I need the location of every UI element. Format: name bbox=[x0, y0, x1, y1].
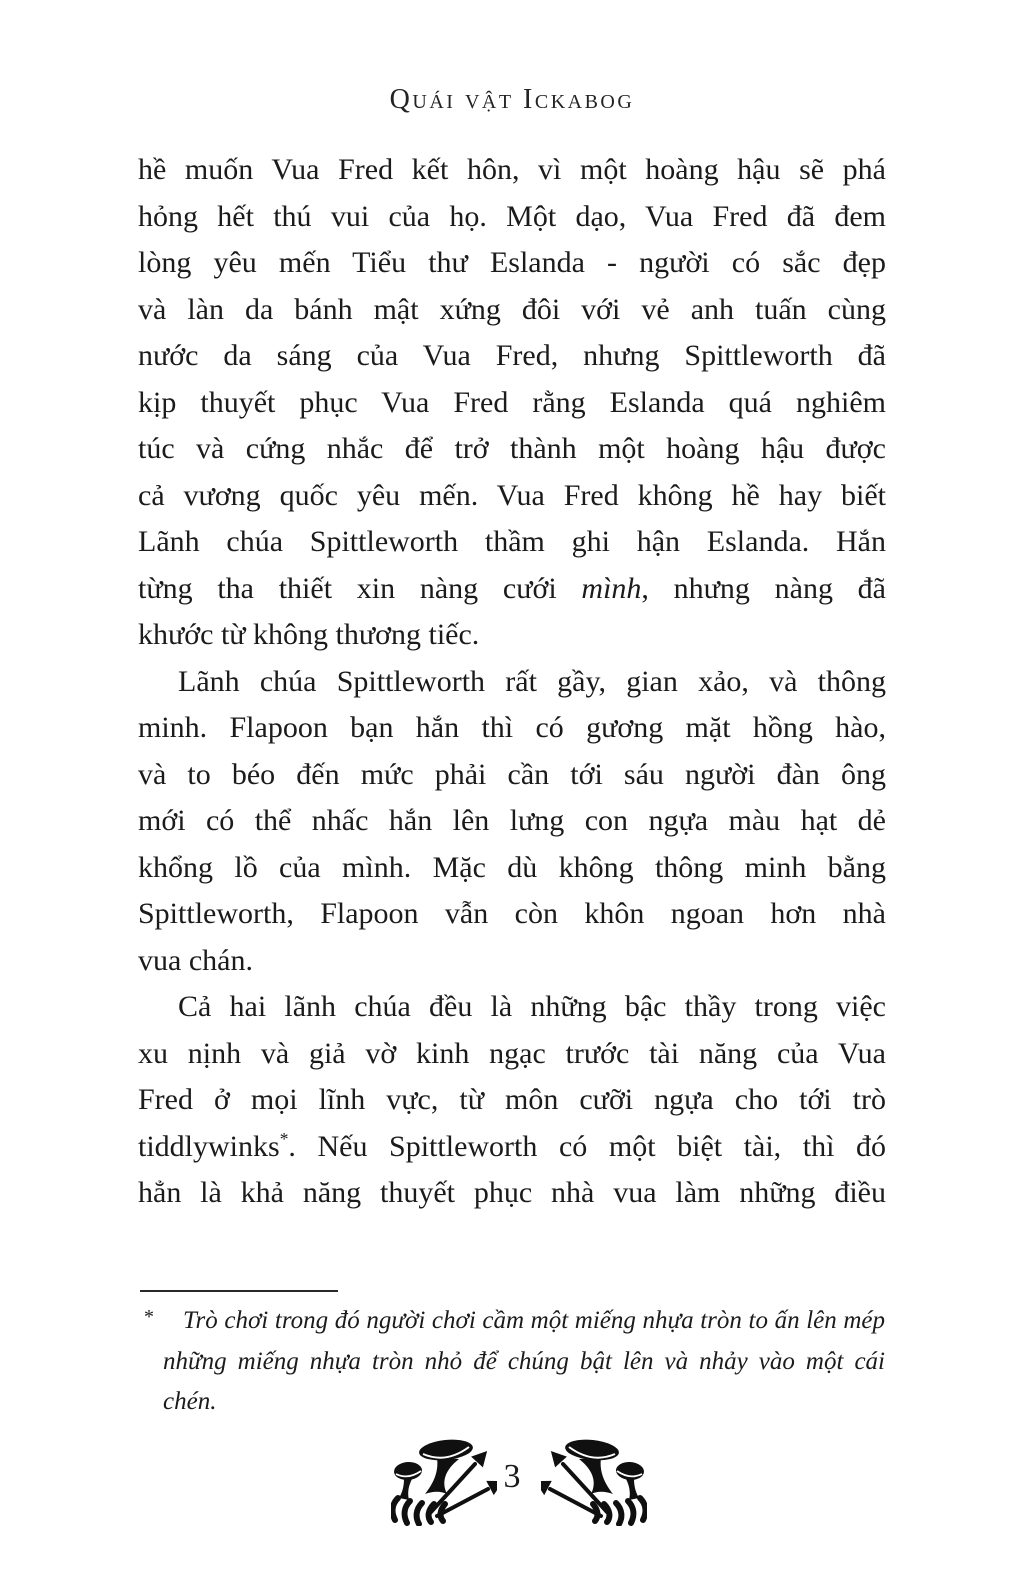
text-segment: và to béo đến mức phải cần tới sáu người đàn ông bbox=[138, 757, 886, 791]
text-segment: khước từ không thương tiếc. bbox=[138, 618, 480, 651]
text-segment: kịp thuyết phục Vua Fred rằng Eslanda quá nghiêm bbox=[138, 385, 886, 419]
body-line bbox=[138, 1077, 886, 1124]
text-segment: , nhưng nàng đã bbox=[641, 571, 886, 605]
body-line bbox=[138, 1170, 886, 1217]
body-line bbox=[138, 333, 886, 380]
text-segment: chén. bbox=[163, 1388, 217, 1415]
body-line bbox=[138, 705, 886, 752]
text-segment: mới có thể nhấc hắn lên lưng con ngựa màu hạt dẻ bbox=[138, 804, 886, 837]
text-segment: Cả hai lãnh chúa đều là những bậc thầy trong việc bbox=[178, 990, 886, 1023]
paragraph bbox=[138, 984, 886, 1217]
text-segment: hẳn là khả năng thuyết phục nhà vua làm những điều bbox=[138, 1176, 886, 1209]
body-line bbox=[138, 798, 886, 845]
body-line bbox=[138, 1031, 886, 1078]
footnote-line bbox=[163, 1382, 885, 1423]
body-line bbox=[138, 287, 886, 334]
text-segment: Trò chơi trong đó người chơi cầm một miếng nhựa tròn to ấn lên mép bbox=[183, 1307, 885, 1334]
page-footer bbox=[0, 1430, 1024, 1530]
body-line bbox=[138, 891, 886, 938]
body-line bbox=[138, 147, 886, 194]
body-line bbox=[138, 984, 886, 1031]
text-segment: mình bbox=[581, 571, 642, 605]
body-line bbox=[138, 473, 886, 520]
footnote-text bbox=[163, 1301, 885, 1423]
text-segment: Spittleworth, Flapoon vẫn còn khôn ngoan hơn nhà bbox=[138, 897, 886, 930]
body-line bbox=[138, 1124, 886, 1171]
footnote-separator-rule bbox=[140, 1290, 338, 1292]
body-line bbox=[138, 566, 886, 613]
body-line bbox=[138, 752, 886, 799]
mushroom-ornament-right-icon bbox=[541, 1434, 647, 1526]
body-line bbox=[138, 845, 886, 892]
text-segment: * bbox=[279, 1128, 289, 1149]
body-line bbox=[138, 426, 886, 473]
text-segment: Fred ở mọi lĩnh vực, từ môn cưỡi ngựa cho tới trò bbox=[138, 1083, 886, 1116]
text-segment: và làn da bánh mật xứng đôi với vẻ anh tuấn cùng bbox=[138, 292, 886, 326]
text-segment: vua chán. bbox=[138, 943, 253, 977]
text-segment: khổng lồ của mình. Mặc dù không thông minh bằng bbox=[138, 850, 886, 884]
paragraph bbox=[138, 147, 886, 659]
paragraph bbox=[138, 659, 886, 985]
running-header-title: Quái vật Ickabog bbox=[389, 84, 635, 115]
text-segment: nước da sáng của Vua Fred, nhưng Spittleworth đã bbox=[138, 339, 886, 372]
footnote-line bbox=[163, 1342, 885, 1383]
footnote-line bbox=[163, 1301, 885, 1342]
body-line bbox=[138, 519, 886, 566]
text-segment: từng tha thiết xin nàng cưới bbox=[138, 571, 582, 605]
text-segment: tiddlywinks bbox=[138, 1129, 280, 1163]
text-segment: túc và cứng nhắc để trở thành một hoàng hậu được bbox=[138, 432, 886, 465]
body-line bbox=[138, 659, 886, 706]
text-segment: Lãnh chúa Spittleworth thầm ghi hận Eslanda. Hắn bbox=[138, 525, 886, 558]
body-line bbox=[138, 380, 886, 427]
body-line bbox=[138, 612, 886, 659]
text-segment: . Nếu Spittleworth có một biệt tài, thì đó bbox=[288, 1129, 886, 1163]
body-line bbox=[138, 938, 886, 985]
text-segment: minh. Flapoon bạn hắn thì có gương mặt hồng hào, bbox=[138, 711, 886, 744]
text-segment: lòng yêu mến Tiểu thư Eslanda - người có sắc đẹp bbox=[138, 246, 886, 279]
text-segment: cả vương quốc yêu mến. Vua Fred không hề hay biết bbox=[138, 478, 886, 512]
text-segment: hỏng hết thú vui của họ. Một dạo, Vua Fred đã đem bbox=[138, 199, 886, 233]
page-number: 3 bbox=[503, 1458, 521, 1495]
text-segment: Lãnh chúa Spittleworth rất gầy, gian xảo, và thông bbox=[178, 664, 886, 698]
body-line bbox=[138, 194, 886, 241]
body-line bbox=[138, 240, 886, 287]
text-segment: hề muốn Vua Fred kết hôn, vì một hoàng hậu sẽ phá bbox=[138, 153, 886, 186]
text-segment: những miếng nhựa tròn nhỏ để chúng bật lên và nhảy vào một cái bbox=[163, 1347, 885, 1375]
body-text bbox=[138, 147, 886, 1217]
text-segment: xu nịnh và giả vờ kinh ngạc trước tài năng của Vua bbox=[138, 1036, 886, 1070]
footnote-marker: * bbox=[144, 1306, 154, 1328]
